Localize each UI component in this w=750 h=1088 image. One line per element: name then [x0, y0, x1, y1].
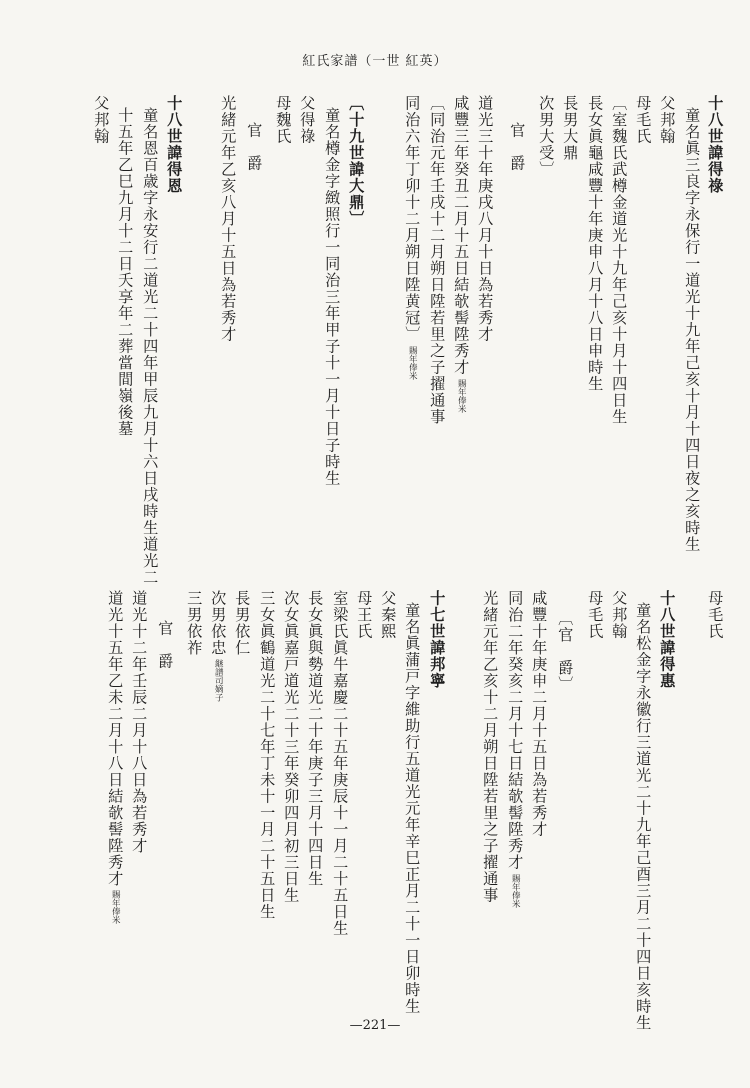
line-text: 十七世諱邦寧	[428, 590, 447, 689]
lower-column-line	[403, 602, 422, 1015]
lower-column-line	[106, 590, 125, 924]
upper-column-line	[537, 95, 556, 178]
upper-column-line	[323, 107, 342, 487]
upper-column-line	[476, 95, 495, 343]
lower-column-line	[586, 590, 605, 640]
line-text: 同治六年丁卯十二月朔日陞黄冠〕	[403, 95, 422, 343]
upper-column-line	[274, 95, 293, 145]
line-text: 〔同治元年壬戌十二月朔日陞若里之子擢通事	[428, 95, 447, 425]
upper-column-line	[245, 122, 264, 172]
line-text: 長男依仁	[233, 590, 252, 656]
line-text: 父邦翰	[610, 590, 629, 640]
upper-column-line	[683, 107, 702, 553]
lower-column-line	[258, 590, 277, 920]
line-text: 父得祿	[298, 95, 317, 145]
upper-column-line	[586, 95, 605, 392]
upper-column-line	[116, 107, 135, 437]
line-text: 同治二年癸亥二月十七日結欹髻陞秀才	[506, 590, 525, 871]
upper-column-line	[508, 122, 527, 172]
lower-column-line	[233, 590, 252, 656]
line-text: 十八世諱得恩	[165, 95, 184, 194]
line-text: 父邦翰	[92, 95, 111, 145]
line-text: 母毛氏	[634, 95, 653, 145]
line-text: 光緒元年乙亥十二月朔日陞若里之子擢通事	[481, 590, 500, 904]
line-text: 〔室魏氏武樽金道光十九年己亥十月十四日生	[610, 95, 629, 425]
lower-column-line	[610, 590, 629, 640]
upper-column-line	[452, 95, 471, 413]
upper-column-line	[634, 95, 653, 145]
upper-column-line	[658, 95, 677, 145]
upper-column-line	[141, 107, 160, 586]
page-number: —221—	[349, 1018, 401, 1033]
upper-column-heading	[165, 95, 184, 194]
line-text: 道光三十年庚戌八月十日為若秀才	[476, 95, 495, 343]
line-text: 長女眞與勢道光二十年庚子三月十四日生	[306, 590, 325, 887]
upper-column-line	[561, 95, 580, 161]
line-text: 三男依祚	[185, 590, 204, 656]
lower-column-line	[506, 590, 525, 908]
annotation-note: 賜年俸米	[456, 378, 467, 413]
lower-column-line	[481, 590, 500, 904]
line-text: 父邦翰	[658, 95, 677, 145]
upper-column-line	[610, 95, 629, 425]
line-text: 童名松金字永徽行三道光二十九年己酉三月二十四日亥時生	[634, 602, 653, 1031]
lower-column-line	[331, 590, 350, 937]
line-text: 三女眞鶴道光二十七年丁未十一月二十五日生	[258, 590, 277, 920]
upper-column-heading	[347, 95, 366, 227]
lower-column-heading	[658, 590, 677, 689]
line-text: 〔十九世諱大鼎〕	[347, 95, 366, 227]
lower-column-line	[556, 610, 575, 693]
line-text: 童名眞蒲戸字維助行五道光元年辛巳正月二十一日卯時生	[403, 602, 422, 1015]
line-text: 童名恩百歳字永安行二道光二十四年甲辰九月十六日戌時生道光二	[141, 107, 160, 586]
line-text: 長女眞龜咸豐十年庚申八月十八日申時生	[586, 95, 605, 392]
line-text: 十五年乙巳九月十二日夭享年二葬當間嶺後墓	[116, 107, 135, 437]
annotation-note: 賜年俸米	[407, 345, 418, 380]
line-text: 次女眞嘉戸道光二十三年癸卯四月初三日生	[282, 590, 301, 904]
upper-column-line	[403, 95, 422, 380]
upper-column-line	[92, 95, 111, 145]
line-text: 咸豐十年庚申二月十五日為若秀才	[530, 590, 549, 838]
line-text: 母魏氏	[274, 95, 293, 145]
line-text: 〔官 爵〕	[556, 610, 575, 693]
line-text: 官 爵	[245, 122, 264, 172]
lower-column-heading	[428, 590, 447, 689]
line-text: 次男依忠	[209, 590, 228, 656]
line-text: 道光十五年乙未二月十八日結欹髻陞秀才	[106, 590, 125, 887]
lower-column-line	[130, 590, 149, 854]
line-text: 母王氏	[355, 590, 374, 640]
running-header: 紅氏家譜（一世 紅英）	[302, 54, 448, 69]
line-text: 官 爵	[508, 122, 527, 172]
line-text: 童名樽金字緻照行一同治三年甲子十一月十日子時生	[323, 107, 342, 487]
lower-column-line	[379, 590, 398, 640]
line-text: 官 爵	[156, 620, 175, 670]
annotation-note: 継譜司嫡子	[213, 659, 224, 702]
line-text: 母毛氏	[586, 590, 605, 640]
lower-column-line	[282, 590, 301, 904]
upper-column-line	[428, 95, 447, 425]
lower-column-line	[209, 590, 228, 702]
line-text: 光緒元年乙亥八月十五日為若秀才	[219, 95, 238, 343]
lower-column-line	[634, 602, 653, 1031]
line-text: 咸豐三年癸丑二月十五日結欹髻陞秀才	[452, 95, 471, 376]
line-text: 父秦熙	[379, 590, 398, 640]
lower-column-line	[185, 590, 204, 656]
line-text: 十八世諱得惠	[658, 590, 677, 689]
annotation-note: 賜年俸米	[110, 890, 121, 924]
line-text: 童名眞三良字永保行一道光十九年己亥十月十四日夜之亥時生	[683, 107, 702, 553]
upper-column-line	[219, 95, 238, 343]
lower-column-line	[156, 620, 175, 670]
lower-column-line	[306, 590, 325, 887]
line-text: 道光十二年壬辰二月十八日為若秀才	[130, 590, 149, 854]
annotation-note: 賜年俸米	[510, 873, 521, 908]
line-text: 十八世諱得祿	[706, 95, 725, 194]
line-text: 次男大受〕	[537, 95, 556, 178]
line-text: 長男大鼎	[561, 95, 580, 161]
upper-column-heading	[706, 95, 725, 194]
lower-column-line	[530, 590, 549, 838]
line-text: 室梁氏眞牛嘉慶二十五年庚辰十一月二十五日生	[331, 590, 350, 937]
line-text: 母毛氏	[706, 590, 725, 640]
lower-column-line	[706, 590, 725, 640]
lower-column-line	[355, 590, 374, 640]
upper-column-line	[298, 95, 317, 145]
